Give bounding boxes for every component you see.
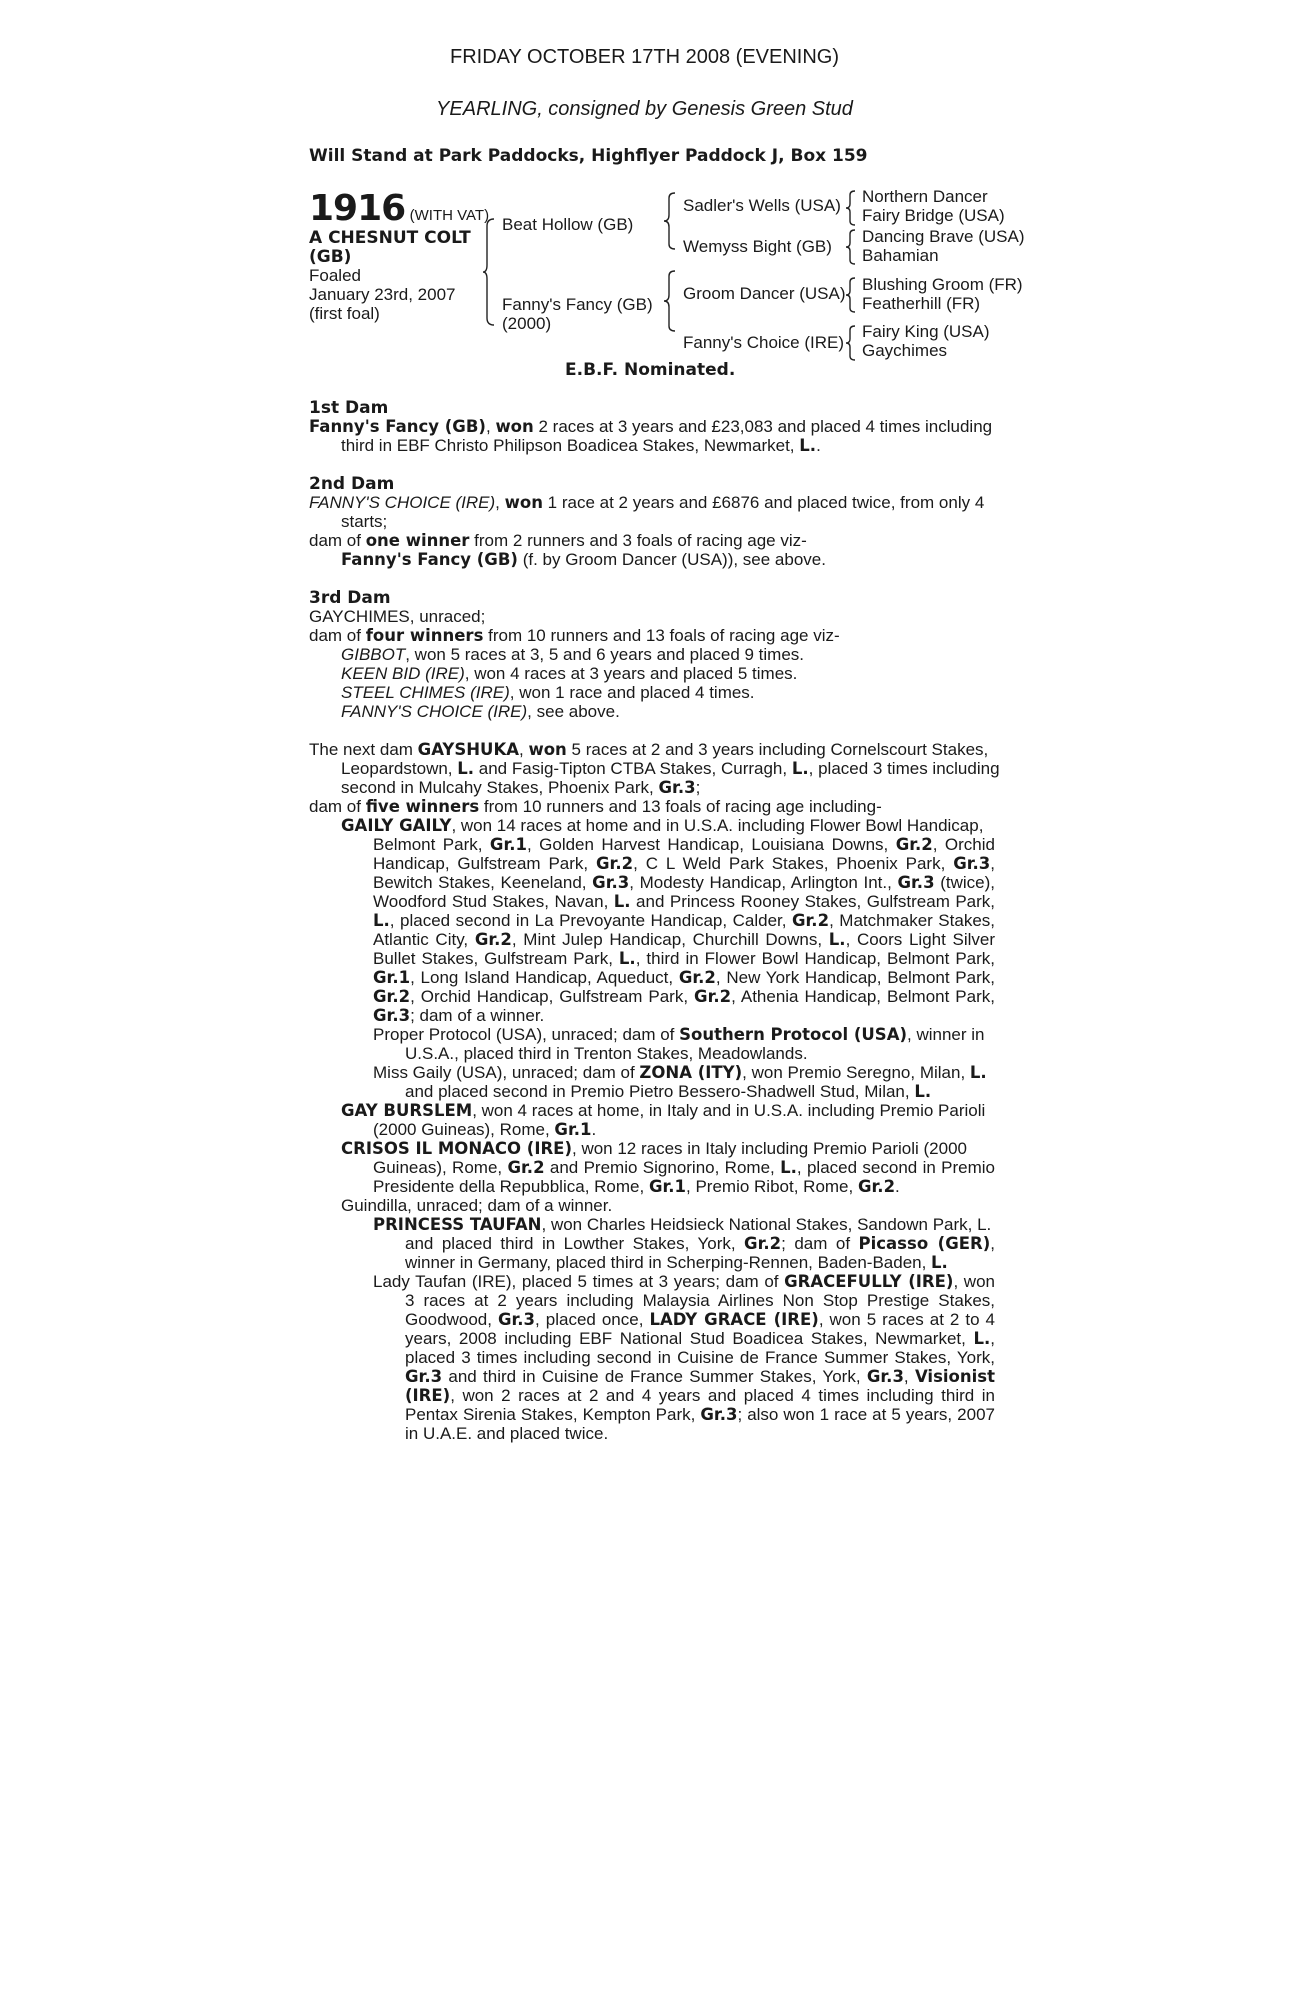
second-dam-produce-intro [309,531,807,550]
listed-label: L. [799,436,817,455]
produce-name: STEEL CHIMES (IRE) [341,683,510,702]
text: , won 4 races at home, in Italy and in U.S.A. including Premio Parioli [472,1101,986,1120]
listed-label: L. [791,759,809,778]
text: Proper Protocol (USA), unraced; dam of [373,1025,680,1044]
sale-date: FRIDAY OCTOBER 17TH 2008 (EVENING) [450,46,839,68]
princess-line0 [373,1215,991,1234]
first-dam-record: 2 races at 3 years and £23,083 and placed 4 times including [533,417,993,436]
first-dam-placing: third in EBF Christo Philipson Boadicea Stakes, Newmarket, [341,436,800,455]
record-line: Guineas), Rome, Gr.2 and Premio Signorino, Rome, L., placed second in Premio [373,1158,995,1177]
next-dam-line1: The next dam GAYSHUKA, won 5 races at 2 and 3 years including Cornelscourt Stakes, [309,740,989,759]
produce-summary: from 2 runners and 3 foals of racing age viz- [469,531,807,550]
crisos-line0 [341,1139,967,1158]
record-line: (IRE), won 2 races at 2 and 4 years and placed 4 times including third in [405,1386,995,1405]
gen3-8: Gaychimes [862,341,948,360]
produce-text: , won 5 races at 3, 5 and 6 years and placed 9 times. [405,645,805,664]
stand-location: Will Stand at Park Paddocks, Highflyer Paddock J, Box 159 [309,146,868,166]
third-dam-produce-intro [309,626,840,645]
second-dam-line2: starts; [341,512,388,531]
vat-label: (WITH VAT) [409,207,490,224]
listed-label: L. [457,759,475,778]
produce-name: CRISOS IL MONACO (IRE) [341,1139,572,1158]
third-dam-name: GAYCHIMES, unraced; [309,607,486,626]
consignor-line: YEARLING, consigned by Genesis Green Stud [436,98,853,120]
produce-name: GAY BURSLEM [341,1101,473,1120]
punct: , [495,493,505,512]
sire-dam: Wemyss Bight (GB) [683,237,832,256]
dam-of-label: dam of [309,531,366,550]
first-dam-line2 [341,436,821,455]
produce-name: Southern Protocol (USA) [679,1025,907,1044]
dam-of-label: dam of [309,626,366,645]
text: (2000 Guineas), Rome, [373,1120,555,1139]
record-line: L., placed second in La Prevoyante Handicap, Calder, Gr.2, Matchmaker Stakes, [373,911,996,930]
winners-count: four winners [365,626,484,645]
record-line: Handicap, Gulfstream Park, Gr.2, C L Weld Park Stakes, Phoenix Park, Gr.3, [373,854,995,873]
produce-name: GAILY GAILY [341,816,452,835]
pedigree-brace-g4 [845,325,857,361]
pedigree-brace-main [482,218,496,326]
punct: . [816,436,821,455]
text: and placed second in Premio Pietro Bessero-Shadwell Stud, Milan, [405,1082,915,1101]
record-line: Pentax Sirenia Stakes, Kempton Park, Gr.3; also won 1 race at 5 years, 2007 [405,1405,995,1424]
record-line: Atlantic City, Gr.2, Mint Julep Handicap, Churchill Downs, L., Coors Light Silver [373,930,996,949]
second-dam-line1 [309,493,984,512]
record-line: Bullet Stakes, Gulfstream Park, L., third in Flower Bowl Handicap, Belmont Park, [373,949,995,968]
record-line: years, 2008 including EBF National Stud Boadicea Stakes, Newmarket, L., [405,1329,995,1348]
pedigree-brace-sire [663,192,677,250]
dam-sire: Groom Dancer (USA) [683,284,846,303]
produce-row [341,664,797,683]
record-line: Gr.3 and third in Cuisine de France Summer Stakes, York, Gr.3, Visionist [405,1367,995,1386]
dam: Fanny's Fancy (GB) [502,295,653,314]
miss-gaily-line1 [373,1063,987,1082]
text: , won Charles Heidsieck National Stakes, Sandown Park, L. [541,1215,992,1234]
lot-number: 1916 [309,188,406,229]
winners-count: five winners [365,797,480,816]
winners-count: one winner [365,531,470,550]
second-dam-record: 1 race at 2 years and £6876 and placed twice, from only 4 [542,493,985,512]
text: , won 14 races at home and in U.S.A. including Flower Bowl Handicap, [451,816,984,835]
record-line: Gr.2, Orchid Handicap, Gulfstream Park, Gr.2, Athenia Handicap, Belmont Park, [373,987,995,1006]
produce-text: , see above. [527,702,620,721]
produce-name: PRINCESS TAUFAN [373,1215,542,1234]
listed-label: L. [969,1063,987,1082]
produce-text: , won 1 race and placed 4 times. [509,683,755,702]
pedigree-brace-dam [663,270,677,332]
dam-of-label: dam of [309,797,366,816]
text: Miss Gaily (USA), unraced; dam of [373,1063,640,1082]
text: , winner in [907,1025,985,1044]
lot-title-country: (GB) [309,247,352,267]
gay-burslem-line1 [341,1101,985,1120]
proper-protocol-line1 [373,1025,984,1044]
text: second in Mulcahy Stakes, Phoenix Park, [341,778,659,797]
gen3-4: Bahamian [862,246,939,265]
record-line: Lady Taufan (IRE), placed 5 times at 3 years; dam of GRACEFULLY (IRE), won [373,1272,995,1291]
record-line: placed 3 times including second in Cuisine de France Summer Stakes, York, [405,1348,995,1367]
text: , won Premio Seregno, Milan, [742,1063,970,1082]
listed-label: L. [914,1082,932,1101]
group-label: Gr.3 [658,778,696,797]
produce-summary: from 10 runners and 13 foals of racing age viz- [483,626,840,645]
produce-row [341,702,620,721]
next-dam-record: 5 races at 2 and 3 years including Cornelscourt Stakes, [566,740,989,759]
produce-text: (f. by Groom Dancer (USA)), see above. [517,550,826,569]
text: ; [695,778,701,797]
record-line: Woodford Stud Stakes, Navan, L. and Princess Rooney Stakes, Gulfstream Park, [373,892,995,911]
foal-note: (first foal) [309,304,380,323]
produce-name: ZONA (ITY) [639,1063,743,1082]
first-dam-line1: Fanny's Fancy (GB), won 2 races at 3 years and £23,083 and placed 4 times including [309,417,993,436]
gay-burslem-line2 [373,1120,596,1139]
gaily-line-0 [341,816,983,835]
next-dam-name: GAYSHUKA [417,740,520,759]
next-dam-line3 [341,778,700,797]
second-dam-heading: 2nd Dam [309,474,395,494]
produce-name: GIBBOT [341,645,406,664]
produce-name: FANNY'S CHOICE (IRE) [341,702,528,721]
proper-protocol-line2: U.S.A., placed third in Trenton Stakes, Meadowlands. [405,1044,808,1063]
record-line: winner in Germany, placed third in Scherping-Rennen, Baden-Baden, L. [405,1253,948,1272]
sire-sire: Sadler's Wells (USA) [683,196,841,215]
gen3-7: Fairy King (USA) [862,322,990,341]
record-line: Presidente della Repubblica, Rome, Gr.1, Premio Ribot, Rome, Gr.2. [373,1177,900,1196]
group-label: Gr.1 [554,1120,592,1139]
foaled-date: January 23rd, 2007 [309,285,456,304]
record-line: 3 races at 2 years including Malaysia Airlines Non Stop Prestige Stakes, [405,1291,995,1310]
second-dam-name: FANNY'S CHOICE (IRE) [309,493,496,512]
next-dam-intro: The next dam [309,740,418,759]
text: , placed 3 times including [808,759,1000,778]
record-line: in U.A.E. and placed twice. [405,1424,609,1443]
record-line: and placed third in Lowther Stakes, York, Gr.2; dam of Picasso (GER), [405,1234,995,1253]
foaled-label: Foaled [309,266,361,285]
second-dam-produce [341,550,826,569]
text: and Fasig-Tipton CTBA Stakes, Curragh, [474,759,792,778]
pedigree-brace-g1 [845,190,857,226]
punct: . [591,1120,597,1139]
next-dam-line2 [341,759,1000,778]
produce-summary: from 10 runners and 13 foals of racing age including- [479,797,882,816]
produce-name: KEEN BID (IRE) [341,664,465,683]
lot-title: A CHESNUT COLT [309,228,471,248]
won-label: won [495,417,534,436]
dam-year: (2000) [502,314,552,333]
gen3-2: Fairy Bridge (USA) [862,206,1005,225]
won-label: won [504,493,543,512]
produce-name: Fanny's Fancy (GB) [341,550,518,569]
first-dam-heading: 1st Dam [309,398,389,418]
record-line: Gr.3; dam of a winner. [373,1006,545,1025]
gen3-1: Northern Dancer [862,187,988,206]
guindilla-line: Guindilla, unraced; dam of a winner. [341,1196,613,1215]
text: , won 12 races in Italy including Premio Parioli (2000 [572,1139,967,1158]
lot-number-block [309,188,489,229]
third-dam-heading: 3rd Dam [309,588,391,608]
record-line: Belmont Park, Gr.1, Golden Harvest Handicap, Louisiana Downs, Gr.2, Orchid [373,835,995,854]
gen3-5: Blushing Groom (FR) [862,275,1023,294]
record-line: Goodwood, Gr.3, placed once, LADY GRACE (IRE), won 5 races at 2 to 4 [405,1310,995,1329]
record-line: Bewitch Stakes, Keeneland, Gr.3, Modesty Handicap, Arlington Int., Gr.3 (twice), [373,873,995,892]
pedigree-brace-g2 [845,229,857,265]
produce-text: , won 4 races at 3 years and placed 5 times. [464,664,798,683]
ebf-nominated: E.B.F. Nominated. [565,360,736,380]
produce-row [341,645,804,664]
gen3-6: Featherhill (FR) [862,294,981,313]
first-dam-name: Fanny's Fancy (GB) [309,417,486,436]
won-label: won [528,740,567,759]
dam-dam: Fanny's Choice (IRE) [683,333,845,352]
sire: Beat Hollow (GB) [502,215,634,234]
record-line: Gr.1, Long Island Handicap, Aqueduct, Gr.2, New York Handicap, Belmont Park, [373,968,995,987]
text: Leopardstown, [341,759,458,778]
next-dam-produce-intro [309,797,882,816]
gen3-3: Dancing Brave (USA) [862,227,1025,246]
produce-row [341,683,755,702]
miss-gaily-line2 [405,1082,931,1101]
pedigree-brace-g3 [845,277,857,313]
